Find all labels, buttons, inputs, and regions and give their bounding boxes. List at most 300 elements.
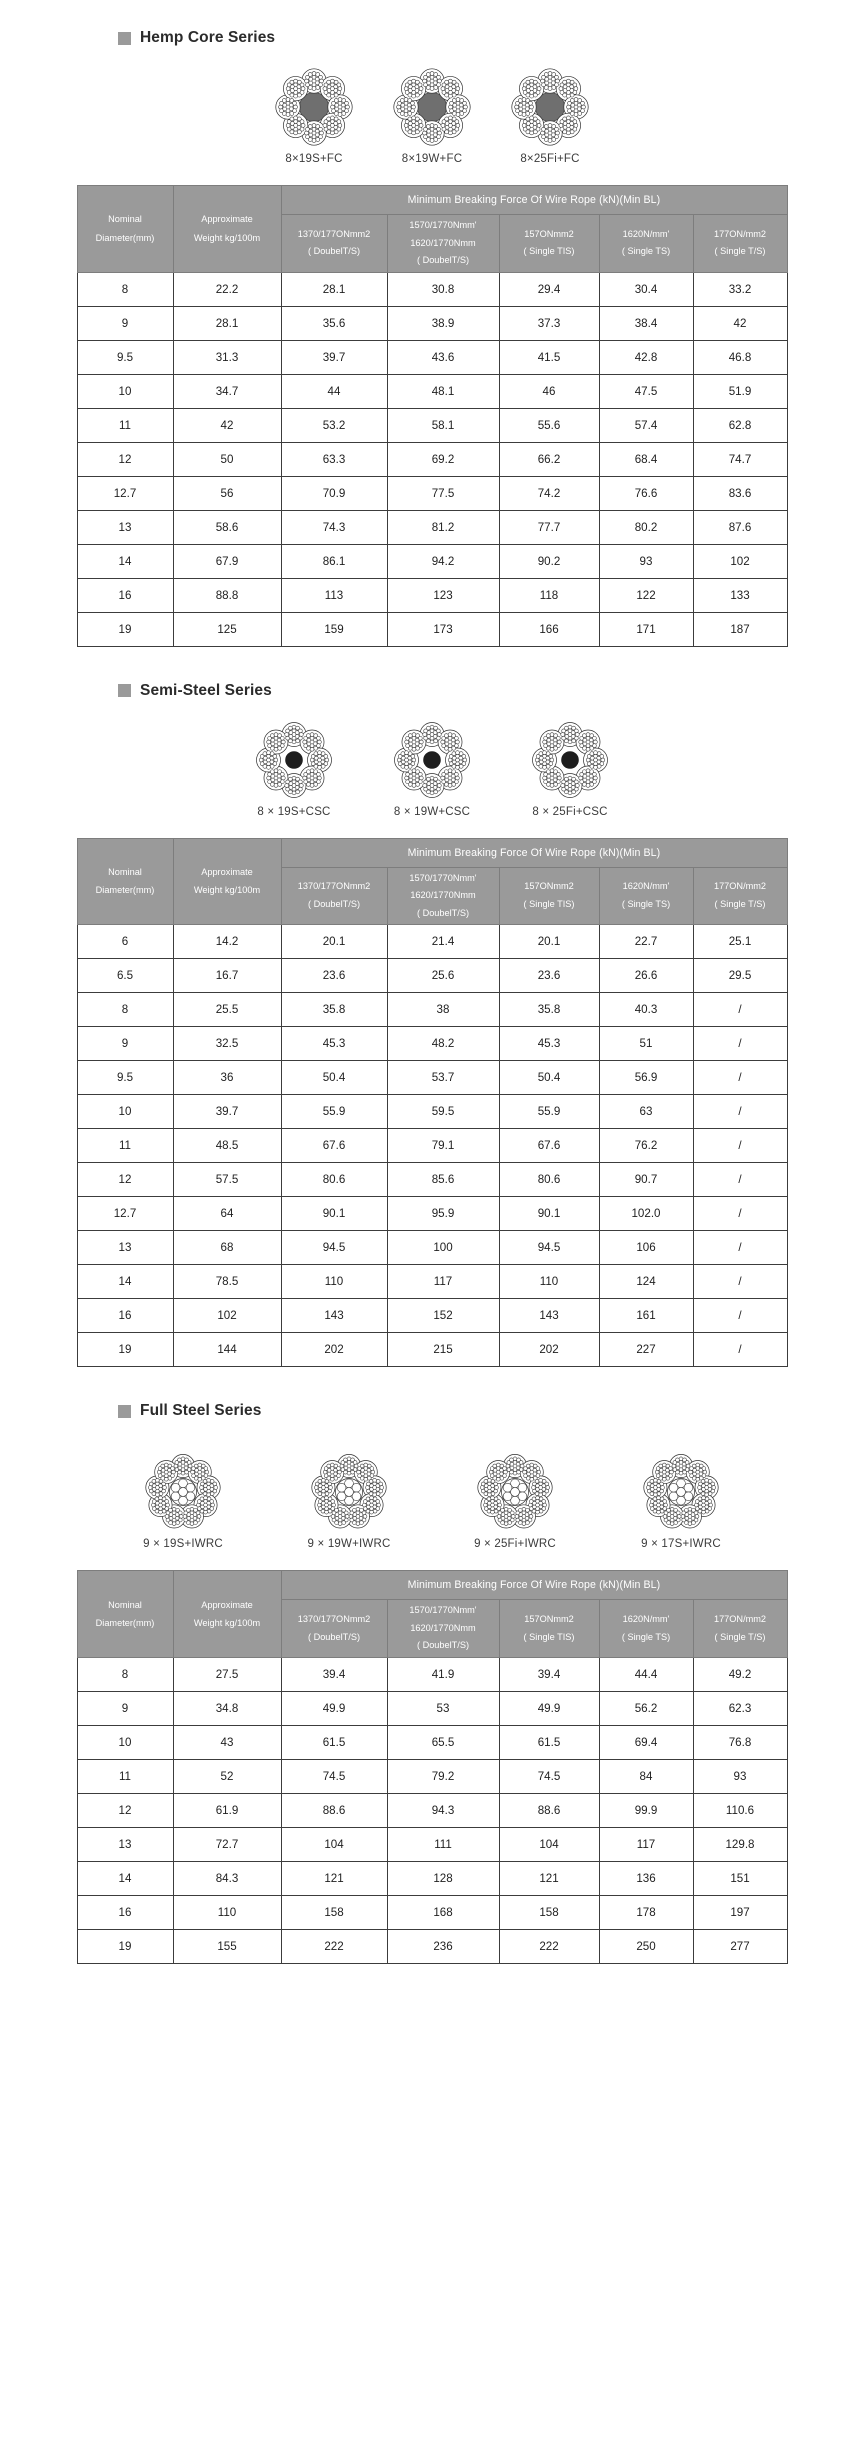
- table-row: [77, 374, 787, 408]
- table-cell: 29.5: [693, 959, 787, 993]
- heading-spacer-2: [0, 703, 864, 721]
- table-cell: 61.9: [173, 1793, 281, 1827]
- table-cell: 78.5: [173, 1265, 281, 1299]
- header-grade-1570-single: 157ONmm2 ( Single TIS): [499, 867, 599, 924]
- table-cell: 9.5: [77, 340, 173, 374]
- table-header-group-row: [77, 186, 787, 215]
- table-cell: 67.6: [499, 1129, 599, 1163]
- diagram-cell: [225, 721, 363, 818]
- table-row: [77, 1895, 787, 1929]
- rope-cross-section-icon: [275, 68, 353, 146]
- table-cell: 55.9: [281, 1095, 387, 1129]
- table-cell: 40.3: [599, 993, 693, 1027]
- table-cell: 30.8: [387, 272, 499, 306]
- table-cell: 111: [387, 1827, 499, 1861]
- header-approximate-weight: Approximate Weight kg/100m: [173, 186, 281, 273]
- diagram-caption: 9 × 25Fi+IWRC: [474, 1538, 556, 1551]
- diagram-cell: [255, 68, 373, 165]
- table-cell: 121: [281, 1861, 387, 1895]
- table-cell: 62.3: [693, 1691, 787, 1725]
- spec-table-full-steel: [77, 1570, 788, 1964]
- header-min-breaking-force: Minimum Breaking Force Of Wire Rope (kN)(Min BL): [281, 1571, 787, 1600]
- table-cell: 99.9: [599, 1793, 693, 1827]
- diagram-caption: 8×25Fi+FC: [520, 153, 580, 165]
- table-cell: 28.1: [281, 272, 387, 306]
- table-cell: 67.6: [281, 1129, 387, 1163]
- table-cell: 55.6: [499, 408, 599, 442]
- header-grade-1770-single: 177ON/mm2 ( Single T/S): [693, 1600, 787, 1657]
- table-row: [77, 1827, 787, 1861]
- section-spacer-1: [0, 647, 864, 679]
- table-cell: 19: [77, 612, 173, 646]
- table-cell: 8: [77, 1657, 173, 1691]
- table-cell: 76.6: [599, 476, 693, 510]
- table-cell: 64: [173, 1197, 281, 1231]
- table-cell: 52: [173, 1759, 281, 1793]
- table-cell: 53.2: [281, 408, 387, 442]
- table-cell: 102: [173, 1299, 281, 1333]
- table-cell: 85.6: [387, 1163, 499, 1197]
- table-cell: 88.6: [499, 1793, 599, 1827]
- table-cell: 77.5: [387, 476, 499, 510]
- table-cell: 38.4: [599, 306, 693, 340]
- table-header-group-row: [77, 838, 787, 867]
- diagram-caption: 8×19W+FC: [401, 153, 463, 165]
- table-cell: /: [693, 1231, 787, 1265]
- table-cell: 84: [599, 1759, 693, 1793]
- table-cell: 125: [173, 612, 281, 646]
- table-cell: 9: [77, 1027, 173, 1061]
- table-row: [77, 442, 787, 476]
- table-row: [77, 578, 787, 612]
- header-nominal-diameter: Nominal Diameter(mm): [77, 838, 173, 925]
- heading-spacer-3: [0, 1423, 864, 1453]
- table-cell: /: [693, 1027, 787, 1061]
- table-cell: 158: [281, 1895, 387, 1929]
- table-cell: 12: [77, 1163, 173, 1197]
- diagram-row-hemp-core: [0, 68, 864, 165]
- table-cell: 45.3: [281, 1027, 387, 1061]
- table-cell: 277: [693, 1929, 787, 1963]
- table-cell: 9: [77, 1691, 173, 1725]
- header-grade-1370-1770-double: 1370/177ONmm2 ( DoubelT/S): [281, 867, 387, 924]
- diagram-caption: 9 × 19W+IWRC: [307, 1538, 391, 1551]
- rope-cross-section-icon: [531, 721, 609, 799]
- table-cell: 16.7: [173, 959, 281, 993]
- table-cell: 84.3: [173, 1861, 281, 1895]
- table-cell: 63: [599, 1095, 693, 1129]
- table-cell: 35.6: [281, 306, 387, 340]
- table-cell: 110: [173, 1895, 281, 1929]
- table-row: [77, 340, 787, 374]
- section-title-text: Full Steel Series: [140, 1402, 262, 1420]
- table-cell: /: [693, 1265, 787, 1299]
- table-cell: 10: [77, 1725, 173, 1759]
- table-cell: 68.4: [599, 442, 693, 476]
- rope-cross-section-icon: [310, 1453, 388, 1531]
- table-cell: 45.3: [499, 1027, 599, 1061]
- header-grade-1570-1770-double: 1570/1770Nmm' 1620/1770Nmm ( DoubelT/S): [387, 215, 499, 272]
- table-cell: 50.4: [281, 1061, 387, 1095]
- table-cell: 28.1: [173, 306, 281, 340]
- table-cell: 39.7: [281, 340, 387, 374]
- table-cell: 34.8: [173, 1691, 281, 1725]
- diagram-row-full-steel: [0, 1453, 864, 1550]
- table-cell: 25.6: [387, 959, 499, 993]
- spec-table-semi-steel: [77, 838, 788, 1368]
- table-cell: 124: [599, 1265, 693, 1299]
- bullet-square-icon: [118, 684, 131, 697]
- table-row: [77, 1657, 787, 1691]
- table-cell: 68: [173, 1231, 281, 1265]
- table-cell: 110: [499, 1265, 599, 1299]
- table-cell: 51: [599, 1027, 693, 1061]
- table-cell: 39.4: [281, 1657, 387, 1691]
- table-cell: 155: [173, 1929, 281, 1963]
- table-row: [77, 1129, 787, 1163]
- table-cell: /: [693, 993, 787, 1027]
- table-cell: 94.5: [499, 1231, 599, 1265]
- table-cell: 56.9: [599, 1061, 693, 1095]
- table-cell: 27.5: [173, 1657, 281, 1691]
- rope-cross-section-icon: [393, 68, 471, 146]
- table-cell: 87.6: [693, 510, 787, 544]
- table-cell: 81.2: [387, 510, 499, 544]
- table-cell: 31.3: [173, 340, 281, 374]
- table-cell: 51.9: [693, 374, 787, 408]
- header-grade-1770-single: 177ON/mm2 ( Single T/S): [693, 215, 787, 272]
- table-cell: 6: [77, 925, 173, 959]
- table-cell: 122: [599, 578, 693, 612]
- table-cell: 250: [599, 1929, 693, 1963]
- table-cell: 63.3: [281, 442, 387, 476]
- table-row: [77, 1725, 787, 1759]
- diagram-cell: [100, 1453, 266, 1550]
- table-cell: 76.2: [599, 1129, 693, 1163]
- table-cell: 35.8: [281, 993, 387, 1027]
- table-row: [77, 272, 787, 306]
- table-cell: 43.6: [387, 340, 499, 374]
- diagram-spacer-2: [0, 818, 864, 838]
- table-row: [77, 1759, 787, 1793]
- table-cell: 74.7: [693, 442, 787, 476]
- table-cell: 171: [599, 612, 693, 646]
- table-cell: 16: [77, 578, 173, 612]
- table-cell: 168: [387, 1895, 499, 1929]
- diagram-cell: [598, 1453, 764, 1550]
- table-cell: 67.9: [173, 544, 281, 578]
- table-cell: 102.0: [599, 1197, 693, 1231]
- heading-spacer-1: [0, 50, 864, 68]
- table-cell: 9.5: [77, 1061, 173, 1095]
- header-grade-1570-single: 157ONmm2 ( Single TIS): [499, 1600, 599, 1657]
- table-cell: 88.8: [173, 578, 281, 612]
- header-min-breaking-force: Minimum Breaking Force Of Wire Rope (kN)(Min BL): [281, 186, 787, 215]
- table-cell: 158: [499, 1895, 599, 1929]
- table-cell: 23.6: [281, 959, 387, 993]
- table-cell: 8: [77, 993, 173, 1027]
- table-cell: 93: [599, 544, 693, 578]
- rope-cross-section-icon: [255, 721, 333, 799]
- table-cell: 80.6: [281, 1163, 387, 1197]
- table-row: [77, 306, 787, 340]
- table-cell: 44: [281, 374, 387, 408]
- table-cell: 12.7: [77, 476, 173, 510]
- rope-cross-section-icon: [511, 68, 589, 146]
- table-cell: 49.2: [693, 1657, 787, 1691]
- table-cell: 32.5: [173, 1027, 281, 1061]
- table-cell: 90.1: [499, 1197, 599, 1231]
- table-row: [77, 1793, 787, 1827]
- table-cell: 10: [77, 374, 173, 408]
- table-row: [77, 1861, 787, 1895]
- table-cell: 14: [77, 1265, 173, 1299]
- table-cell: 34.7: [173, 374, 281, 408]
- table-cell: 202: [499, 1333, 599, 1367]
- table-cell: 20.1: [281, 925, 387, 959]
- table-cell: 46: [499, 374, 599, 408]
- table-row: [77, 925, 787, 959]
- table-cell: 102: [693, 544, 787, 578]
- table-cell: 22.7: [599, 925, 693, 959]
- table-cell: 53: [387, 1691, 499, 1725]
- diagram-spacer-1: [0, 165, 864, 185]
- table-cell: 100: [387, 1231, 499, 1265]
- table-cell: 144: [173, 1333, 281, 1367]
- table-cell: 173: [387, 612, 499, 646]
- table-cell: 94.2: [387, 544, 499, 578]
- table-cell: 14: [77, 544, 173, 578]
- diagram-cell: [491, 68, 609, 165]
- table-cell: 117: [599, 1827, 693, 1861]
- table-cell: 123: [387, 578, 499, 612]
- diagram-spacer-3: [0, 1550, 864, 1570]
- table-cell: 128: [387, 1861, 499, 1895]
- table-cell: 41.5: [499, 340, 599, 374]
- table-cell: 20.1: [499, 925, 599, 959]
- table-cell: 11: [77, 1759, 173, 1793]
- header-grade-1570-single: 157ONmm2 ( Single TIS): [499, 215, 599, 272]
- table-cell: 19: [77, 1333, 173, 1367]
- table-cell: 22.2: [173, 272, 281, 306]
- table-cell: 55.9: [499, 1095, 599, 1129]
- table-cell: 50: [173, 442, 281, 476]
- table-row: [77, 544, 787, 578]
- table-cell: 62.8: [693, 408, 787, 442]
- table-cell: 11: [77, 408, 173, 442]
- table-cell: 70.9: [281, 476, 387, 510]
- table-row: [77, 1163, 787, 1197]
- table-cell: 50.4: [499, 1061, 599, 1095]
- table-cell: 65.5: [387, 1725, 499, 1759]
- table-cell: 11: [77, 1129, 173, 1163]
- table-cell: 14.2: [173, 925, 281, 959]
- table-cell: /: [693, 1333, 787, 1367]
- table-cell: 74.5: [281, 1759, 387, 1793]
- header-nominal-diameter: Nominal Diameter(mm): [77, 186, 173, 273]
- table-row: [77, 1061, 787, 1095]
- table-cell: 74.3: [281, 510, 387, 544]
- table-cell: 14: [77, 1861, 173, 1895]
- table-cell: 79.2: [387, 1759, 499, 1793]
- table-cell: 94.3: [387, 1793, 499, 1827]
- table-cell: 161: [599, 1299, 693, 1333]
- table-row: [77, 1333, 787, 1367]
- table-cell: 86.1: [281, 544, 387, 578]
- table-cell: 9: [77, 306, 173, 340]
- section-title-text: Hemp Core Series: [140, 29, 276, 47]
- table-cell: 58.6: [173, 510, 281, 544]
- diagram-caption: 9 × 17S+IWRC: [641, 1538, 721, 1551]
- table-cell: 21.4: [387, 925, 499, 959]
- table-cell: 215: [387, 1333, 499, 1367]
- table-cell: 23.6: [499, 959, 599, 993]
- header-grade-1570-1770-double: 1570/1770Nmm' 1620/1770Nmm ( DoubelT/S): [387, 867, 499, 924]
- table-cell: 56.2: [599, 1691, 693, 1725]
- table-cell: 36: [173, 1061, 281, 1095]
- table-row: [77, 1929, 787, 1963]
- table-cell: 187: [693, 612, 787, 646]
- table-cell: 113: [281, 578, 387, 612]
- table-row: [77, 1231, 787, 1265]
- table-row: [77, 612, 787, 646]
- table-cell: 136: [599, 1861, 693, 1895]
- header-grade-1370-1770-double: 1370/177ONmm2 ( DoubelT/S): [281, 1600, 387, 1657]
- table-cell: 46.8: [693, 340, 787, 374]
- table-cell: 25.1: [693, 925, 787, 959]
- table-cell: 30.4: [599, 272, 693, 306]
- table-cell: 178: [599, 1895, 693, 1929]
- table-cell: 202: [281, 1333, 387, 1367]
- table-cell: 166: [499, 612, 599, 646]
- bullet-square-icon: [118, 32, 131, 45]
- diagram-caption: 8 × 19W+CSC: [393, 805, 471, 818]
- table-cell: 110.6: [693, 1793, 787, 1827]
- header-min-breaking-force: Minimum Breaking Force Of Wire Rope (kN)(Min BL): [281, 838, 787, 867]
- table-row: [77, 408, 787, 442]
- table-cell: 95.9: [387, 1197, 499, 1231]
- table-cell: /: [693, 1299, 787, 1333]
- table-cell: 104: [281, 1827, 387, 1861]
- table-cell: 222: [499, 1929, 599, 1963]
- table-cell: 48.5: [173, 1129, 281, 1163]
- table-row: [77, 1265, 787, 1299]
- table-cell: 43: [173, 1725, 281, 1759]
- top-spacer: [0, 0, 864, 26]
- table-cell: 38: [387, 993, 499, 1027]
- table-cell: 129.8: [693, 1827, 787, 1861]
- table-cell: 39.7: [173, 1095, 281, 1129]
- table-cell: 48.1: [387, 374, 499, 408]
- table-cell: 236: [387, 1929, 499, 1963]
- section-spacer-2: [0, 1367, 864, 1399]
- table-cell: 10: [77, 1095, 173, 1129]
- diagram-cell: [266, 1453, 432, 1550]
- table-cell: 90.2: [499, 544, 599, 578]
- header-nominal-diameter: Nominal Diameter(mm): [77, 1571, 173, 1658]
- table-cell: 94.5: [281, 1231, 387, 1265]
- table-cell: /: [693, 1197, 787, 1231]
- table-cell: 38.9: [387, 306, 499, 340]
- table-cell: 12: [77, 442, 173, 476]
- diagram-caption: 9 × 19S+IWRC: [143, 1538, 223, 1551]
- header-grade-1620-single: 1620N/mm' ( Single TS): [599, 867, 693, 924]
- diagram-cell: [363, 721, 501, 818]
- table-cell: 79.1: [387, 1129, 499, 1163]
- diagram-caption: 8×19S+FC: [285, 153, 343, 165]
- table-cell: 77.7: [499, 510, 599, 544]
- table-cell: 12: [77, 1793, 173, 1827]
- header-approximate-weight: Approximate Weight kg/100m: [173, 838, 281, 925]
- header-grade-1770-single: 177ON/mm2 ( Single T/S): [693, 867, 787, 924]
- table-row: [77, 959, 787, 993]
- table-cell: 35.8: [499, 993, 599, 1027]
- table-cell: 19: [77, 1929, 173, 1963]
- table-cell: 80.2: [599, 510, 693, 544]
- table-cell: 33.2: [693, 272, 787, 306]
- table-row: [77, 1027, 787, 1061]
- table-cell: 69.2: [387, 442, 499, 476]
- rope-cross-section-icon: [144, 1453, 222, 1531]
- table-row: [77, 993, 787, 1027]
- section-heading-hemp-core: [0, 26, 864, 50]
- table-cell: 90.1: [281, 1197, 387, 1231]
- table-cell: 16: [77, 1895, 173, 1929]
- diagram-cell: [373, 68, 491, 165]
- table-cell: 143: [281, 1299, 387, 1333]
- diagram-caption: 8 × 19S+CSC: [257, 805, 331, 818]
- table-cell: 37.3: [499, 306, 599, 340]
- table-cell: 26.6: [599, 959, 693, 993]
- table-cell: 6.5: [77, 959, 173, 993]
- table-cell: 121: [499, 1861, 599, 1895]
- table-cell: 49.9: [499, 1691, 599, 1725]
- bottom-spacer: [0, 1964, 864, 1996]
- header-grade-1570-1770-double: 1570/1770Nmm' 1620/1770Nmm ( DoubelT/S): [387, 1600, 499, 1657]
- table-cell: 74.2: [499, 476, 599, 510]
- diagram-cell: [432, 1453, 598, 1550]
- table-cell: 151: [693, 1861, 787, 1895]
- table-row: [77, 1197, 787, 1231]
- header-grade-1620-single: 1620N/mm' ( Single TS): [599, 215, 693, 272]
- table-cell: 93: [693, 1759, 787, 1793]
- table-row: [77, 510, 787, 544]
- table-cell: 222: [281, 1929, 387, 1963]
- table-row: [77, 476, 787, 510]
- table-cell: 41.9: [387, 1657, 499, 1691]
- table-cell: 13: [77, 1231, 173, 1265]
- table-cell: 59.5: [387, 1095, 499, 1129]
- table-cell: 90.7: [599, 1163, 693, 1197]
- table-cell: 53.7: [387, 1061, 499, 1095]
- table-cell: 8: [77, 272, 173, 306]
- table-cell: 88.6: [281, 1793, 387, 1827]
- section-heading-full-steel: [0, 1399, 864, 1423]
- diagram-cell: [501, 721, 639, 818]
- table-cell: 42.8: [599, 340, 693, 374]
- table-cell: 69.4: [599, 1725, 693, 1759]
- table-cell: 227: [599, 1333, 693, 1367]
- table-cell: 152: [387, 1299, 499, 1333]
- table-cell: 42: [693, 306, 787, 340]
- table-cell: 83.6: [693, 476, 787, 510]
- table-cell: 106: [599, 1231, 693, 1265]
- table-cell: 39.4: [499, 1657, 599, 1691]
- table-cell: 29.4: [499, 272, 599, 306]
- rope-cross-section-icon: [393, 721, 471, 799]
- section-heading-semi-steel: [0, 679, 864, 703]
- header-approximate-weight: Approximate Weight kg/100m: [173, 1571, 281, 1658]
